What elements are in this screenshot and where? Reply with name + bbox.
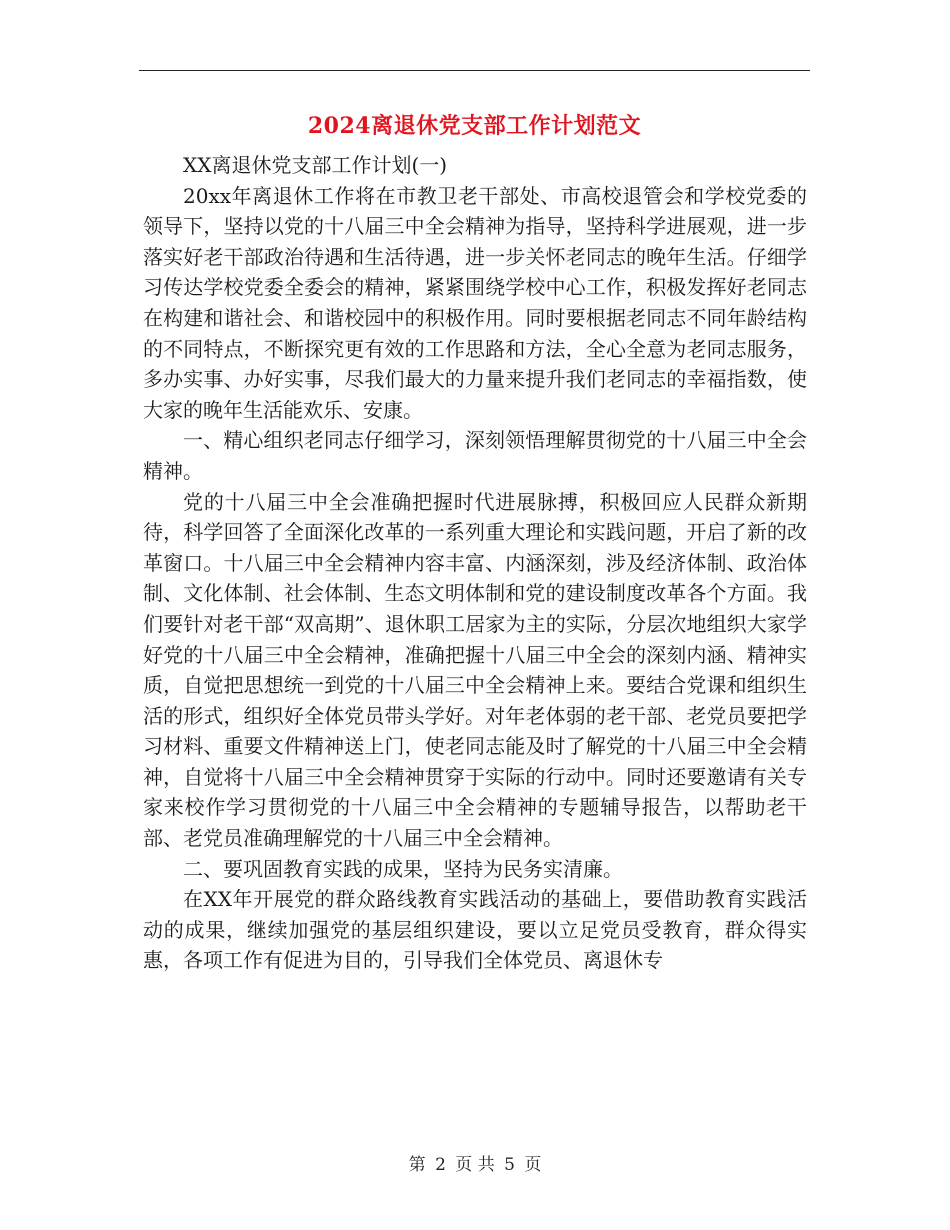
current-page-number: 2 <box>435 1155 446 1175</box>
page-footer <box>0 1153 950 1177</box>
footer-suffix: 页 <box>524 1155 542 1175</box>
document-body <box>143 150 807 976</box>
section-heading-1: 一、精心组织老同志仔细学习，深刻领悟理解贯彻党的十八届三中全会精神。 <box>143 428 807 483</box>
section-heading-2: 二、要巩固教育实践的成果，坚持为民务实清廉。 <box>183 856 623 881</box>
paragraph-section-1: 党的十八届三中全会准确把握时代进展脉搏，积极回应人民群众新期待，科学回答了全面深化改革的一系列重大理论和实践问题，开启了新的改革窗口。十八届三中全会精神内容丰富、内涵深刻，涉及经济体制、政治体制、文化体制、社会体制、生态文明体制和党的建设制度改革各个方面。我们要针对老干部“双高期”、退休职工居家为主的实际，分层次地组织大家学好党的十八届三中全会精神，准确把握十八届三中全会的深刻内涵、精神实质，自觉把思想统一到党的十八届三中全会精神上来。要结合党课和组织生活的形式，组织好全体党员带头学好。对年老体弱的老干部、老党员要把学习材料、重要文件精神送上门，使老同志能及时了解党的十八届三中全会精神，自觉将十八届三中全会精神贯穿于实际的行动中。同时还要邀请有关专家来校作学习贯彻党的十八届三中全会精神的专题辅导报告，以帮助老干部、老党员准确理解党的十八届三中全会精神。 <box>143 489 807 851</box>
paragraph-subtitle: XX离退休党支部工作计划(一) <box>183 153 448 177</box>
paragraph-section-2: 在XX年开展党的群众路线教育实践活动的基础上，要借助教育实践活动的成果，继续加强党的基层组织建设，要以立足党员受教育，群众得实惠，各项工作有促进为目的，引导我们全体党员、离退休专 <box>143 887 807 973</box>
paragraph-intro: 20xx年离退休工作将在市教卫老干部处、市高校退管会和学校党委的领导下，坚持以党的十八届三中全会精神为指导，坚持科学进展观，进一步落实好老干部政治待遇和生活待遇，进一步关怀老同志的晚年生活。仔细学习传达学校党委全委会的精神，紧紧围绕学校中心工作，积极发挥好老同志在构建和谐社会、和谐校园中的积极作用。同时要根据老同志不同年龄结构的不同特点，不断探究更有效的工作思路和方法，全心全意为老同志服务，多办实事、办好实事，尽我们最大的力量来提升我们老同志的幸福指数，使大家的晚年生活能欢乐、安康。 <box>143 183 807 422</box>
total-page-count: 5 <box>504 1155 515 1175</box>
document-title: 2024离退休党支部工作计划范文 <box>307 113 642 139</box>
header-rule <box>139 70 810 71</box>
footer-prefix: 第 <box>408 1155 426 1175</box>
footer-middle: 页 共 <box>455 1155 495 1175</box>
